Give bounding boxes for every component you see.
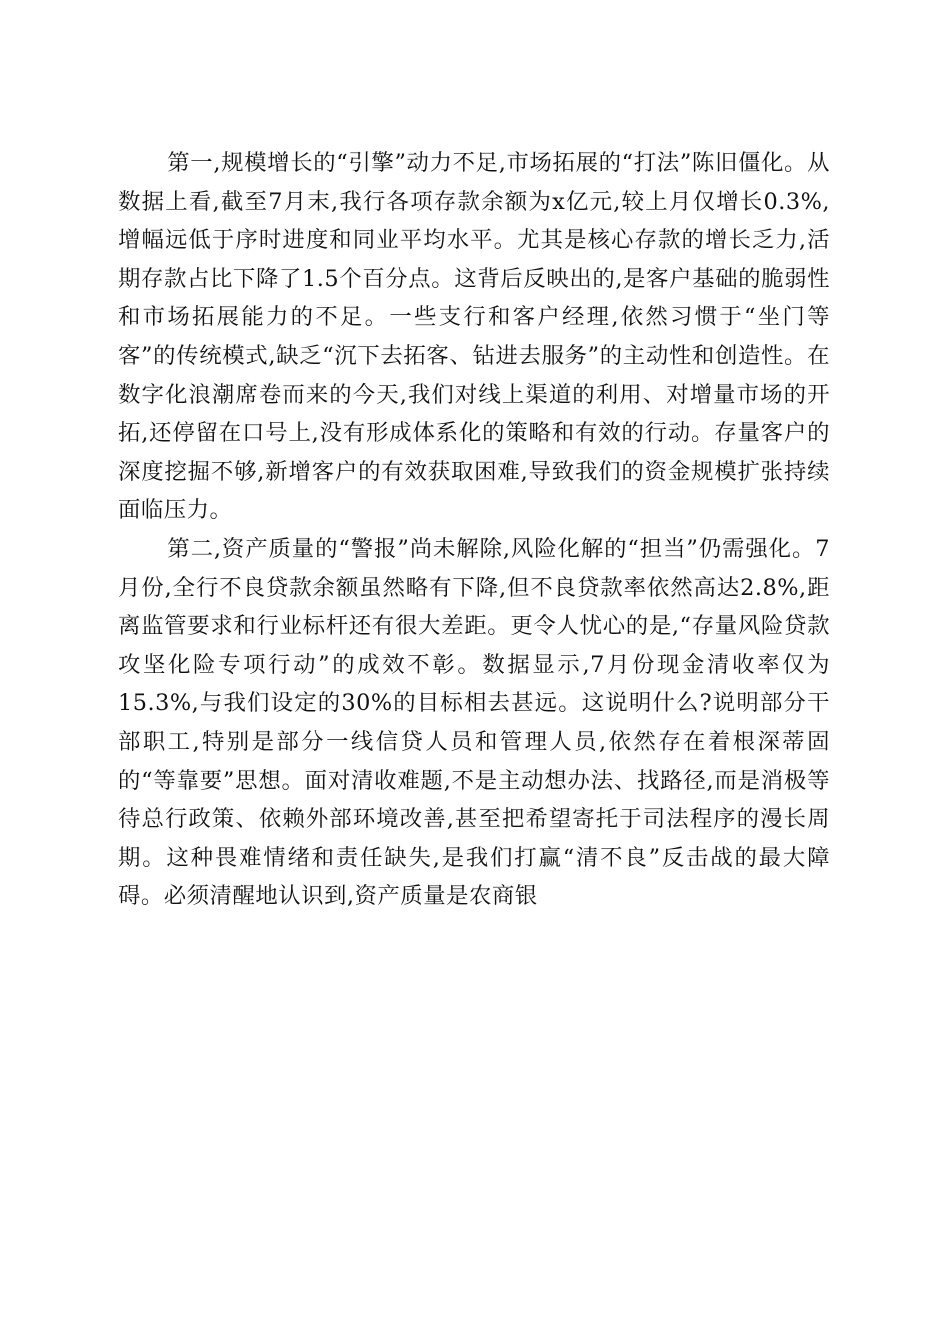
document-body xyxy=(118,144,830,916)
paragraph-scale-growth: 第一,规模增长的“引擎”动力不足,市场拓展的“打法”陈旧僵化。从数据上看,截至7月末,我行各项存款余额为x亿元,较上月仅增长0.3%,增幅远低于序时进度和同业平均水平。尤其是核心存款的增长乏力,活期存款占比下降了1.5个百分点。这背后反映出的,是客户基础的脆弱性和市场拓展能力的不足。一些支行和客户经理,依然习惯于“坐门等客”的传统模式,缺乏“沉下去拓客、钻进去服务”的主动性和创造性。在数字化浪潮席卷而来的今天,我们对线上渠道的利用、对增量市场的开拓,还停留在口号上,没有形成体系化的策略和有效的行动。存量客户的深度挖掘不够,新增客户的有效获取困难,导致我们的资金规模扩张持续面临压力。 xyxy=(118,150,830,524)
paragraph-asset-quality: 第二,资产质量的“警报”尚未解除,风险化解的“担当”仍需强化。7月份,全行不良贷款余额虽然略有下降,但不良贷款率依然高达2.8%,距离监管要求和行业标杆还有很大差距。更令人忧心的是,“存量风险贷款攻坚化险专项行动”的成效不彰。数据显示,7月份现金清收率仅为15.3%,与我们设定的30%的目标相去甚远。这说明什么?说明部分干部职工,特别是部分一线信贷人员和管理人员,依然存在着根深蒂固的“等靠要”思想。面对清收难题,不是主动想办法、找路径,而是消极等待总行政策、依赖外部环境改善,甚至把希望寄托于司法程序的漫长周期。这种畏难情绪和责任缺失,是我们打赢“清不良”反击战的最大障碍。必须清醒地认识到,资产质量是农商银 xyxy=(118,535,830,910)
